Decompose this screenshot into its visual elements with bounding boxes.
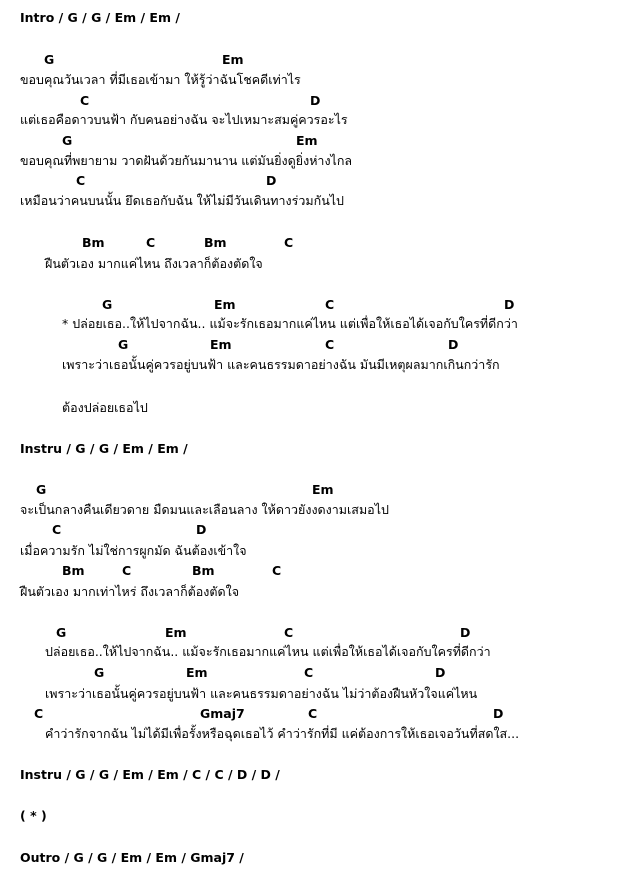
lyric-line: ฝืนตัวเอง มากเท่าไหร่ ถึงเวลาก็ต้องตัดใจ	[20, 584, 240, 599]
chord: G	[118, 337, 129, 352]
chord: D	[504, 297, 515, 312]
lyric-line: ปล่อยเธอ..ให้ไปจากฉัน.. แม้จะรักเธอมากแค่ไหน แต่เพื่อให้เธอได้เจอกับใครที่ดีกว่า	[45, 644, 491, 659]
chord: Em	[222, 52, 244, 67]
chord: C	[284, 235, 294, 250]
chord: Em	[296, 133, 318, 148]
chord: Em	[165, 625, 187, 640]
intro-line: Intro / G / G / Em / Em /	[20, 10, 180, 25]
lyric-line: ขอบคุณที่พยายาม วาดฝันด้วยกันมานาน แต่มันยิ่งดูยิ่งห่างไกล	[20, 153, 353, 168]
chord: Em	[186, 665, 208, 680]
chord: Em	[214, 297, 236, 312]
chord: Bm	[204, 235, 227, 250]
lyric-line: จะเป็นกลางคืนเดียวดาย มืดมนและเลือนลาง ให้ดาวยังงดงามเสมอไป	[20, 502, 389, 517]
chord: Bm	[82, 235, 105, 250]
chord: C	[34, 706, 44, 721]
lyric-line: เพราะว่าเธอนั้นคู่ควรอยู่บนฟ้า และคนธรรมดาอย่างฉัน มันมีเหตุผลมากเกินกว่ารัก	[62, 357, 500, 372]
chord: Bm	[192, 563, 215, 578]
lyric-line: * ปล่อยเธอ..ให้ไปจากฉัน.. แม้จะรักเธอมากแค่ไหน แต่เพื่อให้เธอได้เจอกับใครที่ดีกว่า	[62, 316, 518, 331]
chord: C	[272, 563, 282, 578]
chord: C	[308, 706, 318, 721]
repeat-marker: ( * )	[20, 808, 47, 823]
chord: C	[146, 235, 156, 250]
chord: G	[102, 297, 113, 312]
chord: C	[80, 93, 90, 108]
chord: C	[284, 625, 294, 640]
lyric-line: คำว่ารักจากฉัน ไม่ได้มีเพื่อรั้งหรือฉุดเธอไว้ คำว่ารักที่มี แค่ต้องการให้เธอเจอวันที่สดใส...	[45, 726, 520, 741]
chord: Em	[210, 337, 232, 352]
chord: C	[304, 665, 314, 680]
lyric-line: เหมือนว่าคนบนนั้น ยึดเธอกับฉัน ให้ไม่มีวันเดินทางร่วมกันไป	[20, 193, 344, 208]
instru-line: Instru / G / G / Em / Em /	[20, 441, 188, 456]
chord: D	[493, 706, 504, 721]
lyric-line: ฝืนตัวเอง มากแค่ไหน ถึงเวลาก็ต้องตัดใจ	[45, 256, 263, 271]
chord: C	[122, 563, 132, 578]
chord: Em	[312, 482, 334, 497]
instru-line: Instru / G / G / Em / Em / C / C / D / D /	[20, 767, 280, 782]
chord: G	[94, 665, 105, 680]
lyric-line: ต้องปล่อยเธอไป	[62, 400, 148, 415]
chord: Gmaj7	[200, 706, 245, 721]
chord: D	[196, 522, 207, 537]
chord: G	[44, 52, 55, 67]
chord: C	[325, 337, 335, 352]
chord: D	[460, 625, 471, 640]
lyric-line: ขอบคุณวันเวลา ที่มีเธอเข้ามา ให้รู้ว่าฉันโชคดีเท่าไร	[20, 72, 301, 87]
chord: D	[448, 337, 459, 352]
lyric-line: เมื่อความรัก ไม่ใช่การผูกมัด ฉันต้องเข้าใจ	[20, 543, 247, 558]
chord: D	[266, 173, 277, 188]
chord: Bm	[62, 563, 85, 578]
chord: G	[62, 133, 73, 148]
chord: G	[36, 482, 47, 497]
chord: D	[310, 93, 321, 108]
lyric-line: เพราะว่าเธอนั้นคู่ควรอยู่บนฟ้า และคนธรรมดาอย่างฉัน ไม่ว่าต้องฝืนหัวใจแค่ไหน	[45, 686, 478, 701]
chord: C	[52, 522, 62, 537]
lyric-line: แต่เธอคือดาวบนฟ้า กับคนอย่างฉัน จะไปเหมาะสมคู่ควรอะไร	[20, 112, 348, 127]
chord: G	[56, 625, 67, 640]
chord: D	[435, 665, 446, 680]
chord: C	[76, 173, 86, 188]
chord: C	[325, 297, 335, 312]
outro-line: Outro / G / G / Em / Em / Gmaj7 /	[20, 850, 244, 865]
